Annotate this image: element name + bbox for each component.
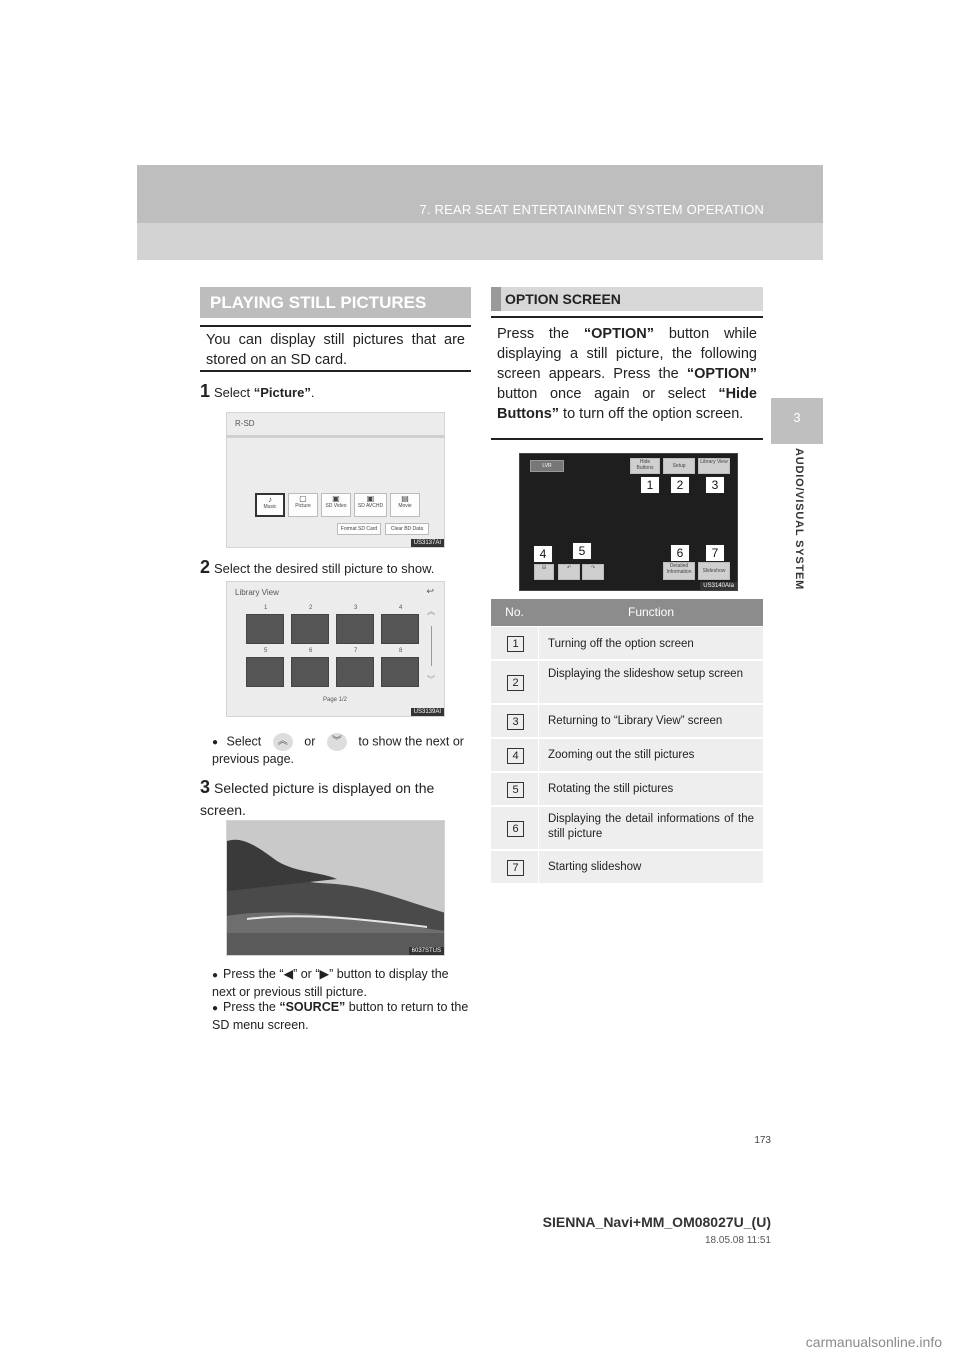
page-down-icon: ︾ xyxy=(327,733,347,751)
table-row: 4 Zooming out the still pictures xyxy=(491,739,763,773)
side-tab-label: AUDIO/VISUAL SYSTEM xyxy=(793,448,805,591)
option-intro-text: Press the “OPTION” button while displaying a still picture, the following screen appears. Press the “OPTION” button once again or select “Hide Buttons” to turn off the option screen. xyxy=(491,316,763,440)
callout-5: 5 xyxy=(572,542,592,560)
callout-7: 7 xyxy=(705,544,725,562)
thumbnail xyxy=(291,657,329,687)
step-number: 3 xyxy=(200,777,211,797)
table-row: 1 Turning off the option screen xyxy=(491,627,763,661)
screen-title: R-SD xyxy=(235,419,255,428)
landscape-photo xyxy=(227,821,445,956)
music-button: ♪ Music xyxy=(255,493,285,517)
watermark: carmanualsonline.info xyxy=(805,1334,942,1350)
figure-id: US3137AI xyxy=(411,539,444,547)
thumbnail xyxy=(336,657,374,687)
section-title-playing-still-pictures: PLAYING STILL PICTURES xyxy=(200,287,471,318)
sd-avchd-button: ▣ SD AVCHD xyxy=(354,493,387,517)
table-header xyxy=(491,599,763,626)
callout-3: 3 xyxy=(705,476,725,494)
chapter-title: 7. REAR SEAT ENTERTAINMENT SYSTEM OPERATION xyxy=(419,202,764,217)
setup-button: Setup xyxy=(663,458,695,474)
thumbnail xyxy=(381,614,419,644)
step-number: 1 xyxy=(200,381,211,401)
clear-bd-data-button: Clear BD Data xyxy=(385,523,429,535)
movie-button: ▤ Movie xyxy=(390,493,420,517)
thumbnail xyxy=(246,657,284,687)
step-2: 2 Select the desired still picture to show. xyxy=(200,557,435,577)
table-row: 3 Returning to “Library View” screen xyxy=(491,705,763,739)
footer-model: SIENNA_Navi+MM_OM08027U_(U) xyxy=(542,1214,771,1230)
zoom-out-button: ⊟ xyxy=(534,564,554,580)
page-down-icon: ︾ xyxy=(427,675,435,684)
screenshot-still-picture xyxy=(226,820,445,956)
sd-video-button: ▣ SD Video xyxy=(321,493,351,517)
detailed-information-button: Detailed Information xyxy=(663,562,695,580)
step-3: 3 Selected picture is displayed on the screen. xyxy=(200,777,435,818)
hide-buttons-button: Hide Buttons xyxy=(630,458,660,474)
step-1: 1 Select “Picture”. xyxy=(200,381,315,401)
thumbnail xyxy=(336,614,374,644)
section-title-option-screen: OPTION SCREEN xyxy=(491,287,763,311)
table-row: 6 Displaying the detail informations of the still picture xyxy=(491,807,763,851)
thumbnail xyxy=(381,657,419,687)
screenshot-option-screen: LVR Hide Buttons Setup Library View ⊟ ↶ ↷ Detailed Information Slideshow 1 2 3 4 5 6 7 US3140AIa xyxy=(519,453,738,591)
figure-id: US3139AI xyxy=(411,708,444,716)
format-sd-card-button: Format SD Card xyxy=(337,523,381,535)
screen-title: Library View xyxy=(235,588,279,597)
bullet-source: ● Press the “SOURCE” button to return to the SD menu screen. xyxy=(212,999,472,1033)
callout-4: 4 xyxy=(533,545,553,563)
intro-text: You can display still pictures that are stored on an SD card. xyxy=(200,325,471,372)
bullet-prev-next: ● Press the “◀” or “▶” button to display the next or previous still picture. xyxy=(212,966,472,1000)
column-header-no: No. xyxy=(505,605,524,619)
page-number: 173 xyxy=(754,1135,771,1146)
library-view-button: Library View xyxy=(698,458,730,474)
back-icon: ↩ xyxy=(426,586,434,596)
table-row: 7 Starting slideshow xyxy=(491,851,763,885)
callout-6: 6 xyxy=(670,544,690,562)
table-row: 5 Rotating the still pictures xyxy=(491,773,763,807)
rotate-right-button: ↷ xyxy=(582,564,604,580)
bullet-page-nav: ● Select ︽ or ︾ to show the next or previous page. xyxy=(212,733,472,767)
slideshow-button: Slideshow xyxy=(698,562,730,580)
page-up-icon: ︽ xyxy=(273,733,293,751)
screenshot-sd-menu xyxy=(226,412,445,548)
page-up-icon: ︽ xyxy=(427,607,435,616)
step-number: 2 xyxy=(200,557,211,577)
screenshot-library-view: Library View ↩ 1 2 3 4 5 6 7 8 ︽ ︾ Page 1/2 US3139AI xyxy=(226,581,445,717)
footer-date: 18.05.08 11:51 xyxy=(705,1235,771,1246)
thumbnail xyxy=(246,614,284,644)
page-indicator: Page 1/2 xyxy=(323,697,348,703)
callout-2: 2 xyxy=(670,476,690,494)
figure-id: US3140AIa xyxy=(700,582,737,590)
figure-id: 6037STUS xyxy=(409,947,444,955)
callout-1: 1 xyxy=(640,476,660,494)
column-header-function: Function xyxy=(627,605,675,619)
side-tab-number: 3 xyxy=(793,410,801,425)
rotate-left-button: ↶ xyxy=(558,564,580,580)
table-row: 2 Displaying the slideshow setup screen xyxy=(491,661,763,705)
picture-button: ▢ Picture xyxy=(288,493,318,517)
thumbnail xyxy=(291,614,329,644)
